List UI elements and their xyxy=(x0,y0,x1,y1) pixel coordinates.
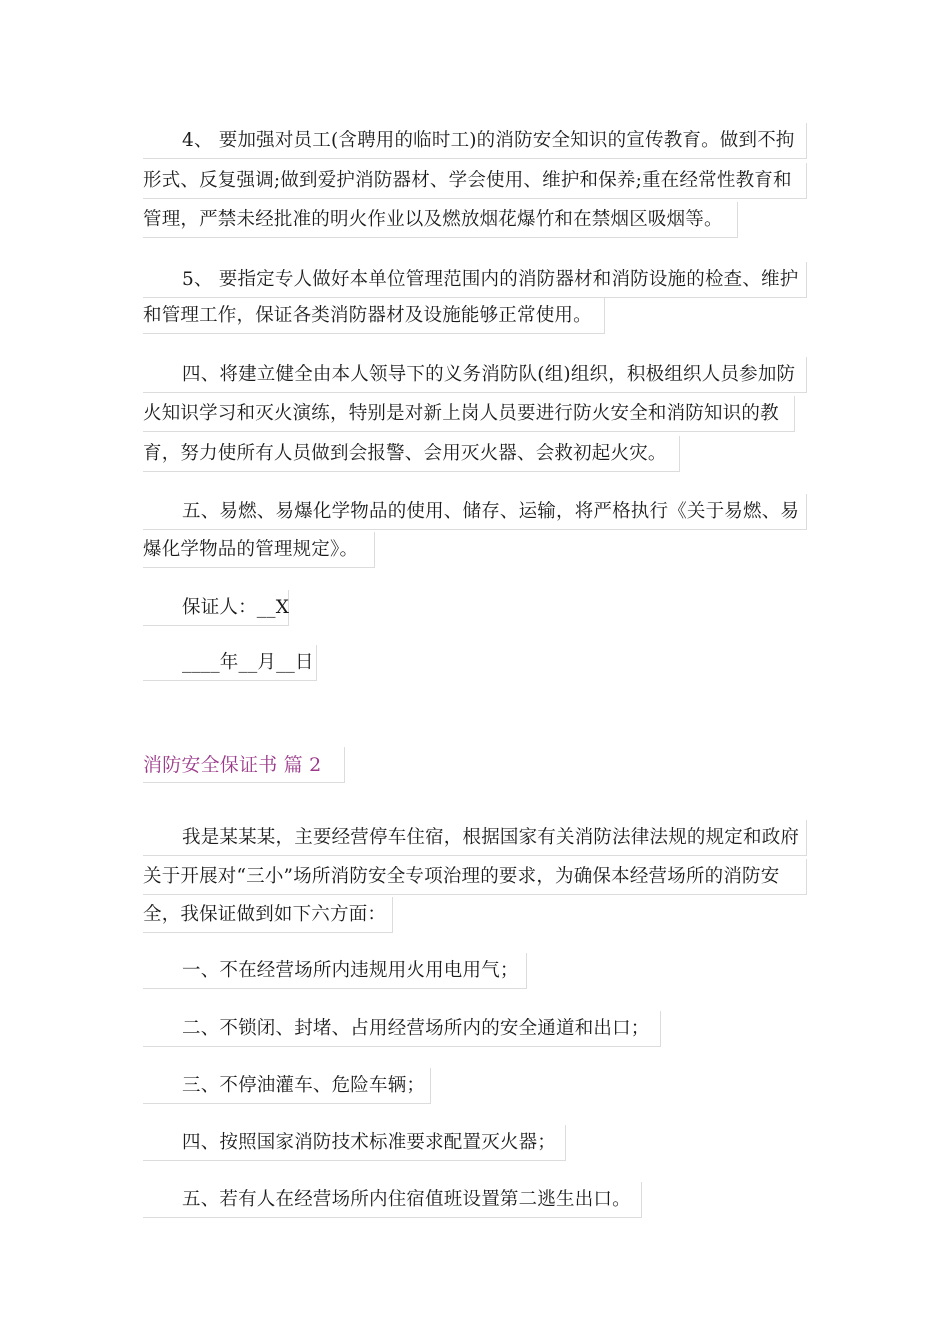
item-5-line-2: 和管理工作，保证各类消防器材及设施能够正常使用。 xyxy=(143,298,605,334)
para-4-line-2: 火知识学习和灭火演练，特别是对新上岗人员要进行防火安全和消防知识的教 xyxy=(143,396,795,432)
pledge-item-1: 一、不在经营场所内违规用火用电用气； xyxy=(143,953,527,989)
pledge-item-4: 四、按照国家消防技术标准要求配置灭火器； xyxy=(143,1125,566,1161)
para-4-line-1: 四、将建立健全由本人领导下的义务消防队(组)组织，积极组织人员参加防 xyxy=(143,357,807,393)
para-5-line-1: 五、易燃、易爆化学物品的使用、储存、运输，将严格执行《关于易燃、易 xyxy=(143,494,807,530)
pledge-item-5: 五、若有人在经营场所内住宿值班设置第二逃生出口。 xyxy=(143,1182,642,1218)
intro-line-1: 我是某某某，主要经营停车住宿，根据国家有关消防法律法规的规定和政府 xyxy=(143,820,807,856)
section-2-heading: 消防安全保证书 篇 2 xyxy=(143,747,345,783)
pledge-item-3: 三、不停油灌车、危险车辆； xyxy=(143,1068,431,1104)
para-5-line-2: 爆化学物品的管理规定》。 xyxy=(143,532,375,568)
intro-line-3: 全，我保证做到如下六方面： xyxy=(143,897,393,933)
item-4-line-1: 4、 要加强对员工(含聘用的临时工)的消防安全知识的宣传教育。做到不拘 xyxy=(143,123,807,159)
pledge-item-2: 二、不锁闭、封堵、占用经营场所内的安全通道和出口； xyxy=(143,1011,661,1047)
date-line: ____年__月__日 xyxy=(143,645,317,681)
item-4-line-3: 管理，严禁未经批准的明火作业以及燃放烟花爆竹和在禁烟区吸烟等。 xyxy=(143,202,738,238)
intro-line-2: 关于开展对“三小”场所消防安全专项治理的要求，为确保本经营场所的消防安 xyxy=(143,859,807,895)
guarantor-line: 保证人：__X xyxy=(143,590,289,626)
para-4-line-3: 育，努力使所有人员做到会报警、会用灭火器、会救初起火灾。 xyxy=(143,436,680,472)
item-5-line-1: 5、 要指定专人做好本单位管理范围内的消防器材和消防设施的检查、维护 xyxy=(143,262,807,298)
item-4-line-2: 形式、反复强调;做到爱护消防器材、学会使用、维护和保养;重在经常性教育和 xyxy=(143,163,807,199)
